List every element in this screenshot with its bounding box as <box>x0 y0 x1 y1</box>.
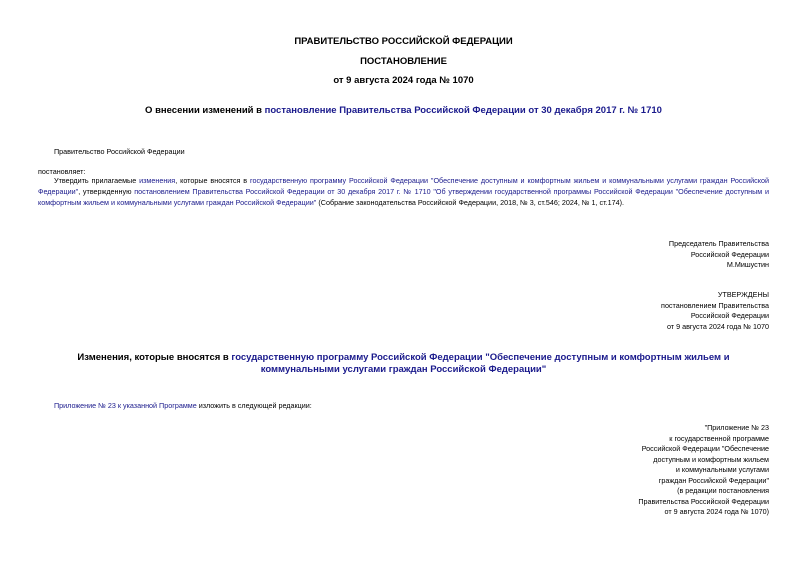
changes-link[interactable]: изменения <box>139 176 176 185</box>
signature-line: Председатель Правительства <box>668 239 769 248</box>
title-link[interactable]: постановление Правительства Российской Федерации от 30 декабря 2017 г. № 1710 <box>264 105 662 116</box>
appendix-header-line: Правительства Российской Федерации <box>638 496 769 506</box>
appendix-header-line: (в редакции постановления <box>677 486 769 495</box>
appendix-header <box>638 423 769 518</box>
appendix-header-line: Российской Федерации "Обеспечение <box>641 444 769 453</box>
decree-text-3: , утвержденную <box>78 186 135 196</box>
appendix-link[interactable]: Приложение № 23 к указанной Программе <box>54 401 197 410</box>
resolution-link[interactable]: постановлением Правительства Российской Федерации от 30 декабря 2017 г. № 1710 "Об утверждении государственной программы Российской Федерации "Обеспечение доступным и комфортным жильем и коммунальными услугами граждан Российской Федерации" <box>38 186 770 207</box>
decree-text-1: Утвердить прилагаемые <box>54 176 140 185</box>
approved-line: УТВЕРЖДЕНЫ <box>717 290 769 299</box>
appendix-header-line: от 9 августа 2024 года № 1070) <box>664 507 769 516</box>
approved-block <box>661 290 769 332</box>
appendix-header-line: "Приложение № 23 <box>704 423 769 432</box>
decree-text-4: (Собрание законодательства Российской Федерации, 2018, № 3, ст.546; 2024, № 1, ст.174). <box>316 197 624 207</box>
approved-line: постановлением Правительства <box>661 300 769 310</box>
government-heading: ПРАВИТЕЛЬСТВО РОССИЙСКОЙ ФЕДЕРАЦИИ <box>294 36 513 47</box>
changes-title-link[interactable]: государственную программу Российской Федерации "Обеспечение доступным и комфортным жильем и коммунальными услугами граждан Российской Федерации" <box>231 352 730 375</box>
approved-line: от 9 августа 2024 года № 1070 <box>666 321 769 331</box>
document-date-number: от 9 августа 2024 года № 1070 <box>333 75 474 86</box>
program-link[interactable]: государственную программу Российской Федерации "Обеспечение доступным и комфортным жильем и коммунальными услугами граждан Российской Федерации" <box>38 176 769 196</box>
decree-text-2: , которые вносятся в <box>175 176 250 185</box>
postanovlyaet: постановляет: <box>38 167 86 176</box>
appendix-instruction-text: изложить в следующей редакции: <box>196 401 312 410</box>
changes-title-prefix: Изменения, которые вносятся в <box>77 352 232 363</box>
appendix-header-line: и коммунальными услугами <box>675 465 769 474</box>
decree-paragraph <box>38 176 769 208</box>
signature-line: Российской Федерации <box>690 249 769 259</box>
title-prefix: О внесении изменений в <box>145 105 265 116</box>
document-title <box>0 105 807 116</box>
signature-block <box>669 239 769 271</box>
appendix-instruction <box>54 400 312 411</box>
preamble: Правительство Российской Федерации <box>54 147 185 156</box>
changes-title <box>38 352 769 376</box>
signature-line: М.Мишустин <box>726 260 769 269</box>
document-type: ПОСТАНОВЛЕНИЕ <box>360 56 447 67</box>
approved-line: Российской Федерации <box>690 311 769 320</box>
appendix-header-line: к государственной программе <box>669 433 769 443</box>
appendix-header-line: доступным и комфортным жильем <box>653 454 769 464</box>
appendix-header-line: граждан Российской Федерации" <box>658 475 769 485</box>
